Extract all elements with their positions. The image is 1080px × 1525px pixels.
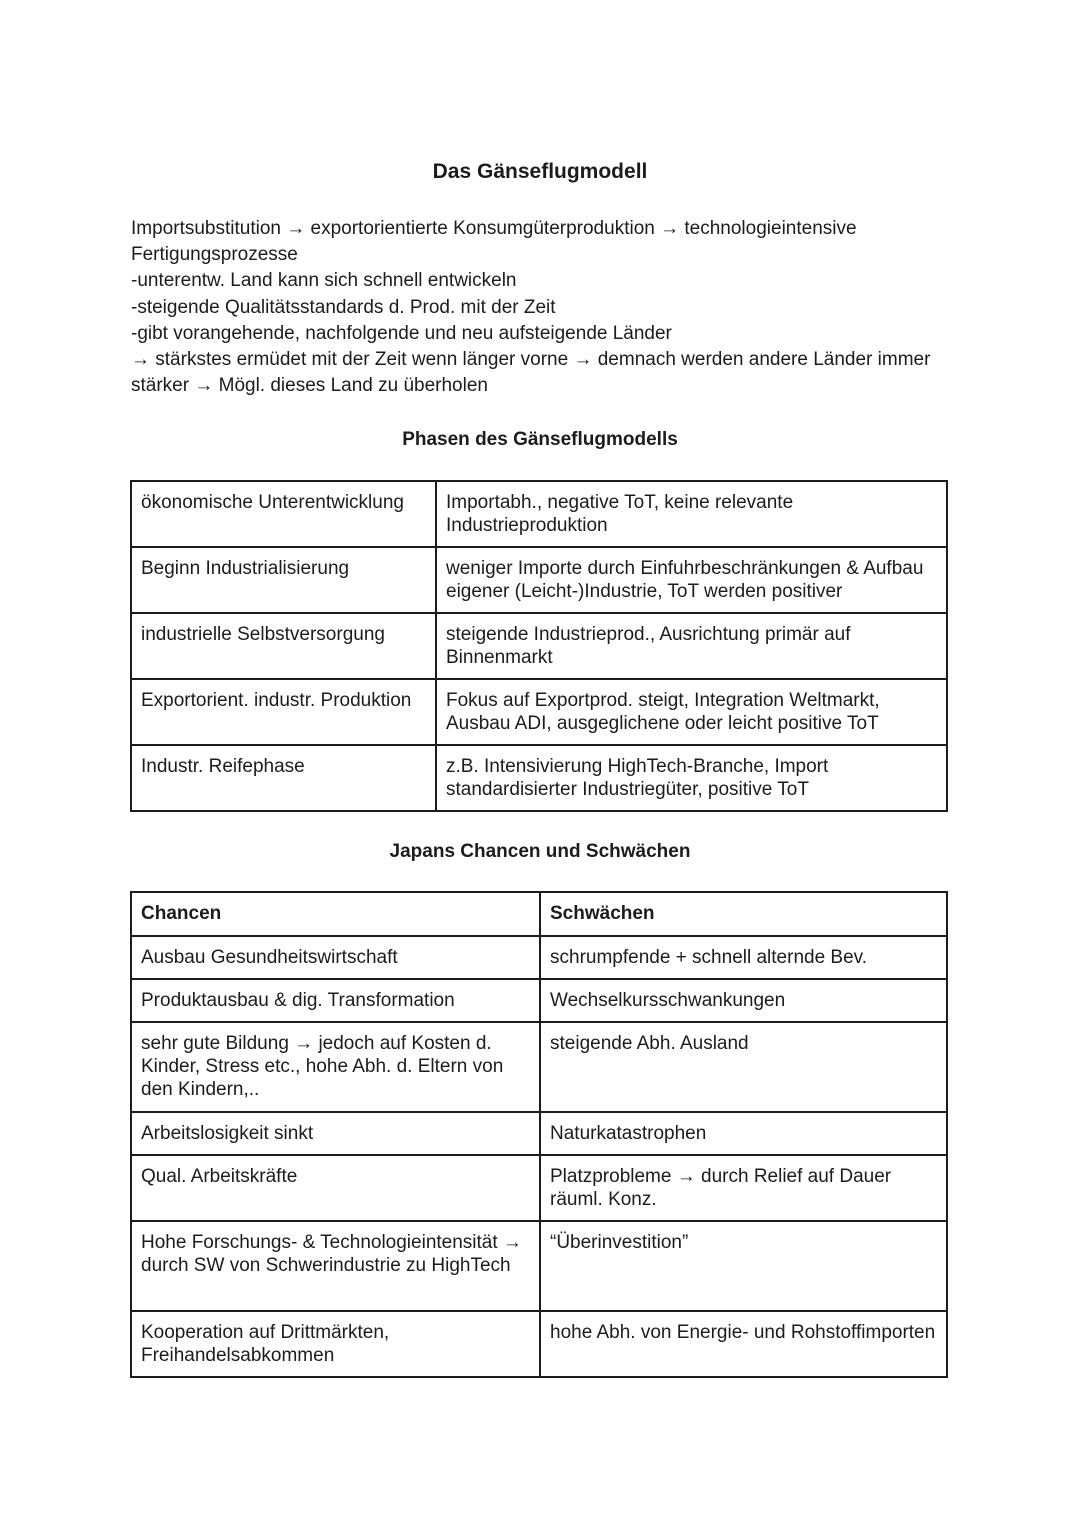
phase-cell: Exportorient. industr. Produktion (131, 679, 436, 745)
table-row (131, 1155, 947, 1221)
phase-cell: Industr. Reifephase (131, 745, 436, 811)
table-row (131, 936, 947, 979)
phase-cell: Beginn Industrialisierung (131, 547, 436, 613)
phases-table (130, 480, 948, 812)
schwaeche-cell: Wechselkursschwankungen (540, 979, 947, 1022)
table-header-row (131, 892, 947, 936)
intro-line: → stärkstes ermüdet mit der Zeit wenn länger vorne → demnach werden andere Länder immer stärker → Mögl. dieses Land zu überholen (131, 349, 931, 397)
column-header-schwaechen: Schwächen (540, 892, 947, 936)
japan-table (130, 891, 948, 1378)
japan-heading: Japans Chancen und Schwächen (389, 841, 691, 862)
table-row (131, 1221, 947, 1311)
schwaeche-cell: hohe Abh. von Energie- und Rohstoffimporten (540, 1311, 947, 1377)
chance-cell: Qual. Arbeitskräfte (131, 1155, 540, 1221)
schwaeche-cell: schrumpfende + schnell alternde Bev. (540, 936, 947, 979)
phases-heading: Phasen des Gänseflugmodells (402, 429, 678, 450)
table-row (131, 679, 947, 745)
table-row (131, 1311, 947, 1377)
table-row (131, 1112, 947, 1155)
page-title: Das Gänseflugmodell (432, 160, 648, 183)
schwaeche-cell: “Überinvestition” (540, 1221, 947, 1311)
chance-cell: Produktausbau & dig. Transformation (131, 979, 540, 1022)
phase-desc-cell: steigende Industrieprod., Ausrichtung primär auf Binnenmarkt (436, 613, 947, 679)
intro-line: -unterentw. Land kann sich schnell entwickeln (131, 270, 517, 292)
phase-desc-cell: z.B. Intensivierung HighTech-Branche, Import standardisierter Industriegüter, positive ToT (436, 745, 947, 811)
chance-cell: Arbeitslosigkeit sinkt (131, 1112, 540, 1155)
table-row (131, 745, 947, 811)
chance-cell: sehr gute Bildung → jedoch auf Kosten d. Kinder, Stress etc., hohe Abh. d. Eltern von den Kindern,.. (131, 1022, 540, 1112)
phase-cell: ökonomische Unterentwicklung (131, 481, 436, 547)
intro-text (131, 216, 931, 399)
table-row (131, 979, 947, 1022)
phase-cell: industrielle Selbstversorgung (131, 613, 436, 679)
table-row (131, 1022, 947, 1112)
chance-cell: Kooperation auf Drittmärkten, Freihandelsabkommen (131, 1311, 540, 1377)
schwaeche-cell: Naturkatastrophen (540, 1112, 947, 1155)
table-row (131, 481, 947, 547)
table-row (131, 613, 947, 679)
intro-line: Importsubstitution → exportorientierte Konsumgüterproduktion → technologieintensive Fertigungsprozesse (131, 218, 857, 266)
intro-line: -steigende Qualitätsstandards d. Prod. mit der Zeit (131, 296, 556, 318)
chance-cell: Ausbau Gesundheitswirtschaft (131, 936, 540, 979)
phase-desc-cell: weniger Importe durch Einfuhrbeschränkungen & Aufbau eigener (Leicht-)Industrie, ToT werden positiver (436, 547, 947, 613)
schwaeche-cell: steigende Abh. Ausland (540, 1022, 947, 1112)
chance-cell: Hohe Forschungs- & Technologieintensität → durch SW von Schwerindustrie zu HighTech (131, 1221, 540, 1311)
table-row (131, 547, 947, 613)
intro-line: -gibt vorangehende, nachfolgende und neu aufsteigende Länder (131, 322, 672, 344)
phase-desc-cell: Importabh., negative ToT, keine relevante Industrieproduktion (436, 481, 947, 547)
phase-desc-cell: Fokus auf Exportprod. steigt, Integration Weltmarkt, Ausbau ADI, ausgeglichene oder leicht positive ToT (436, 679, 947, 745)
schwaeche-cell: Platzprobleme → durch Relief auf Dauer räuml. Konz. (540, 1155, 947, 1221)
column-header-chancen: Chancen (131, 892, 540, 936)
